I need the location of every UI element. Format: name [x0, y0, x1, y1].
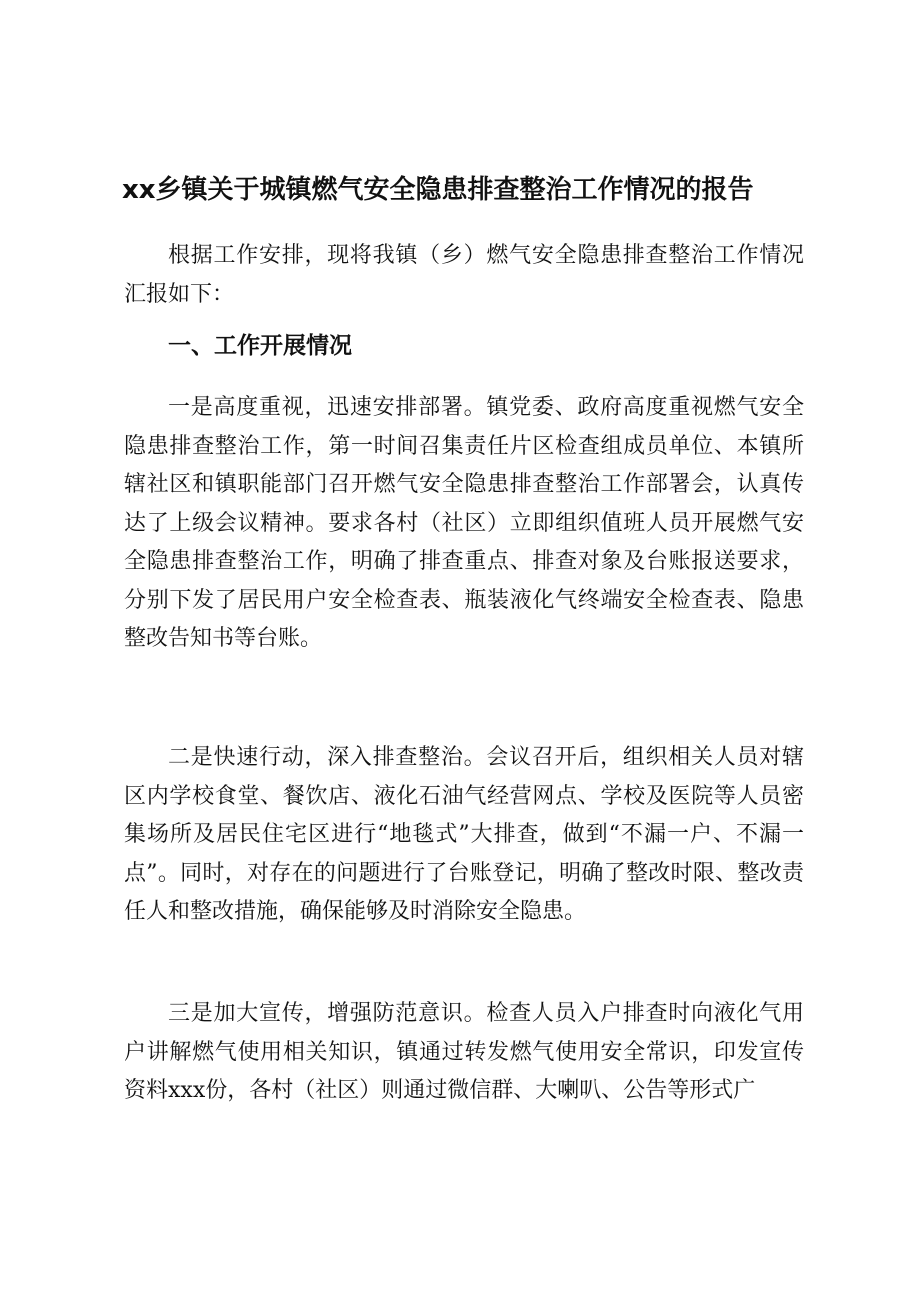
- body-paragraph-3: 三是加大宣传，增强防范意识。检查人员入户排查时向液化气用户讲解燃气使用相关知识，镇通过转发燃气使用安全常识，印发宣传资料xxx份，各村（社区）则通过微信群、大喇叭、公告等形式广: [124, 1001, 804, 1103]
- intro-paragraph: 根据工作安排，现将我镇（乡）燃气安全隐患排查整治工作情况汇报如下：: [124, 243, 804, 307]
- section-heading: 一、工作开展情况: [168, 333, 352, 359]
- body-paragraph-1: 一是高度重视，迅速安排部署。镇党委、政府高度重视燃气安全隐患排查整治工作，第一时间召集责任片区检查组成员单位、本镇所辖社区和镇职能部门召开燃气安全隐患排查整治工作部署会，认真传达了上级会议精神。要求各村（社区）立即组织值班人员开展燃气安全隐患排查整治工作，明确了排查重点、排查对象及台账报送要求，分别下发了居民用户安全检查表、瓶装液化气终端安全检查表、隐患整改告知书等台账。: [124, 395, 804, 651]
- document-title: xx乡镇关于城镇燃气安全隐患排查整治工作情况的报告: [122, 175, 754, 205]
- body-paragraph-2: 二是快速行动，深入排查整治。会议召开后，组织相关人员对辖区内学校食堂、餐饮店、液化石油气经营网点、学校及医院等人员密集场所及居民住宅区进行“地毯式”大排查，做到“不漏一户、不漏一点”。同时，对存在的问题进行了台账登记，明确了整改时限、整改责任人和整改措施，确保能够及时消除安全隐患。: [124, 745, 804, 924]
